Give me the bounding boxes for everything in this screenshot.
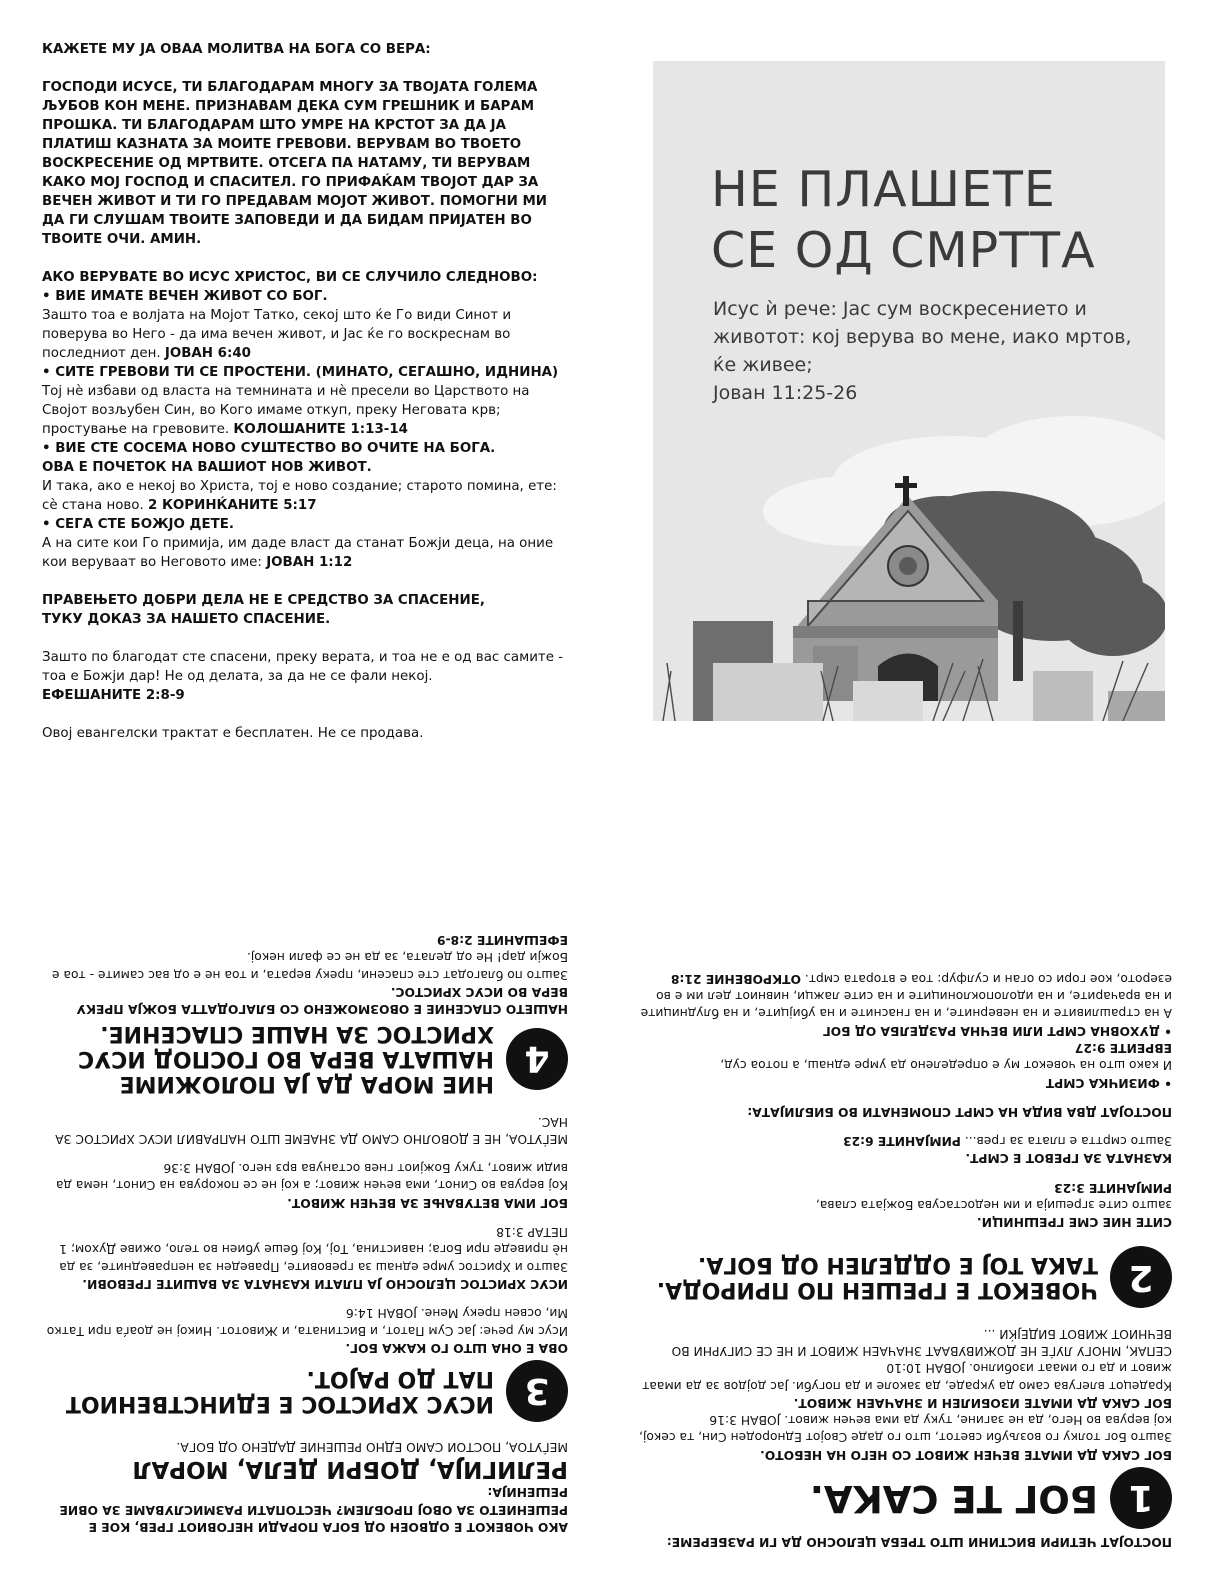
truth-3-c-text: Кој верува во Синот, има вечен живот; а кој не се покорува на Синот, нема да види живот, туку Божјиот гнев останува врз него. ЈОВАН 3:36 [55, 1161, 568, 1193]
bullet-new-life: ОВА Е ПОЧЕТОК НА ВАШИОТ НОВ ЖИВОТ. [42, 460, 372, 475]
works-heading-2: ТУКУ ДОКАЗ ЗА НАШЕТО СПАСЕНИЕ. [42, 612, 331, 627]
prayer-text: ГОСПОДИ ИСУСЕ, ТИ БЛАГОДАРАМ МНОГУ ЗА ТВОЈАТА ГОЛЕМА ЉУБОВ КОН МЕНЕ. ПРИЗНАВАМ ДЕКА СУМ ГРЕШНИК И БАРАМ ПРОШКА. ТИ БЛАГОДАРАМ ШТО УМРЕ НА КРСТОТ ЗА ДА ЈА ПЛАТИШ КАЗНАТА ЗА МОИТЕ ГРЕВОВИ. ВЕРУВАМ ВО ТВОЕТО ВОСКРЕСЕНИЕ ОД МРТВИТЕ. ОТСЕГА ПА НАТАМУ, ТИ ВЕРУВАМ КАКО МОЈ ГОСПОД И СПАСИТЕЛ. ГО ПРИФАЌАМ ТВОЈОТ ДАР ЗА ВЕЧЕН ЖИВОТ И ТИ ГО ПРЕДАВАМ МОЈОТ ЖИВОТ. ПОМОГНИ МИ ДА ГИ СЛУШАМ ТВОИТЕ ЗАПОВЕДИ И ДА БИДАМ ПРИЈАТЕН ВО ТВОИТЕ ОЧИ. АМИН. [42, 80, 548, 247]
free-tract-note: Овој евангелски трактат е бесплатен. Не се продава. [42, 726, 424, 741]
truth-3-number: 3 [506, 1360, 568, 1422]
truth-4-title: НИЕ МОРА ДА ЈА ПОЛОЖИМЕ НАШАТА ВЕРА ВО ГОСПОД ИСУС ХРИСТОС ЗА НАШЕ СПАСЕНИЕ. [78, 1021, 494, 1097]
truth-2-e: • ДУХОВНА СМРТ ИЛИ ВЕЧНА РАЗДЕЛБА ОД БОГ [822, 1023, 1172, 1038]
truth-1-heading [636, 1467, 1172, 1529]
truth-2-d-ref: ЕВРЕИТЕ 9:27 [1074, 1040, 1172, 1055]
truth-2-heading [636, 1246, 1172, 1308]
cover-verse-text: Исус ѝ рече: Јас сум воскресението и животот: кој верува во мене, иако мртов, ќе живее; [713, 298, 1132, 376]
works-heading-1: ПРАВЕЊЕТО ДОБРИ ДЕЛА НЕ Е СРЕДСТВО ЗА СПАСЕНИЕ, [42, 593, 485, 608]
truth-3-heading [40, 1360, 568, 1422]
four-truths-intro: ПОСТОЈАТ ЧЕТИРИ ВИСТИНИ ШТО ТРЕБА ЦЕЛОСНО ДА ГИ РАЗБЕРЕМЕ: [666, 1535, 1172, 1549]
cover-verse [713, 295, 1133, 407]
cover-title-line-1: НЕ ПЛАШЕТЕ [711, 161, 1056, 218]
cover-title-line-2: СЕ ОД СМРТТА [711, 222, 1096, 279]
truth-4-heading [40, 1021, 568, 1096]
truth-4-a-text: Зашто по благодат сте спасени, преку верата, и тоа не е од вас самите - тоа е Божји дар! Не од делата, за да не се фали некој. [51, 950, 568, 982]
bullet-eternal-life: • ВИЕ ИМАТЕ ВЕЧЕН ЖИВОТ СО БОГ. [42, 289, 328, 304]
truth-2-d-text: И како што на човекот му е определено да умре еднаш, а потоа суд, [720, 1058, 1172, 1073]
truth-2-d: • ФИЗИЧКА СМРТ [1045, 1075, 1172, 1090]
truth-1-b-text: Крадецот влегува само да украде, да заколе и да погуби. Јас дојдов за да имаат живот и да го имаат изобилно. ЈОВАН 10:10 [642, 1361, 1172, 1393]
truth-2-number: 2 [1110, 1246, 1172, 1308]
separation-question: АКО ЧОВЕКОТ Е ОДВОЕН ОД БОГА ПОРАДИ НЕГОВИОТ ГРЕВ, КОЕ Е РЕШЕНИЕТО ЗА ОВОЈ ПРОБЛЕМ? ЧЕСТОПАТИ РАЗМИСЛУВАМЕ ЗА ОВИЕ РЕШЕНИЈА: [59, 1485, 568, 1534]
truth-2-b-text: Зашто смртта е плата за грев... РИМЈАНИТЕ 6:23 [843, 1134, 1172, 1149]
truth-3-b-text: Зашто и Христос умре еднаш за гревовите, Праведен за неправедните, за да нè приведе при Бога; навистина, Тој, Кој беше убиен во тело, оживе Духом; 1 ПЕТАР 3:18 [59, 1225, 568, 1274]
truth-2-a: СИТЕ НИЕ СМЕ ГРЕШНИЦИ. [977, 1215, 1172, 1230]
truth-3-a-text: Исус му рече: Јас Сум Патот, и Вистината, и Животот. Никој не доаѓа при Татко Ми, освен преку Мене. ЈОВАН 14:6 [46, 1306, 568, 1338]
truth-3-b: ИСУС ХРИСТОС ЦЕЛОСНО ЈА ПЛАТИ КАЗНАТА ЗА ВАШИТЕ ГРЕВОВИ. [82, 1276, 568, 1291]
cover-title [711, 159, 1096, 281]
if-believe-heading: АКО ВЕРУВАТЕ ВО ИСУС ХРИСТОС, ВИ СЕ СЛУЧИЛО СЛЕДНОВО: [42, 270, 538, 285]
truth-3-a: ОВА Е ОНА ШТО ГО КАЖА БОГ. [345, 1340, 568, 1355]
truth-2-e-text: А на страшливите и на неверните, и на гнасните и на убијците, и на блудниците и на врачарите, и на идолопоклониците и на сите лажци, нивниот дел им е во езерото, кое гори со оган и сулфур: тоа е втората смрт. ОТКРОВЕНИЕ 21:8 [640, 971, 1172, 1021]
bullet-sins-forgiven-text: Тој нè избави од власта на темнината и нè пресели во Царството на Својот возљубен Син, во Кого имаме откуп, преку Неговата крв; простување на гревовите. КОЛОШАНИТЕ 1:13-14 [42, 384, 530, 437]
chapel-photo [653, 401, 1165, 721]
truth-3-title: ИСУС ХРИСТОС Е ЕДИНСТВЕНИОТ ПАТ ДО РАЈОТ. [65, 1365, 494, 1416]
prayer-intro: КАЖЕТЕ МУ ЈА ОВАА МОЛИТВА НА БОГА СО ВЕРА: [42, 42, 431, 57]
truth-1-a-text: Зашто Бог толку го возљуби светот, што го даде Својот Еднороден Син, та секој, кој верува во Него, да не загине, туку да има вечен живот. ЈОВАН 3:16 [638, 1413, 1172, 1445]
religion-works-morals: РЕЛИГИЈА, ДОБРИ ДЕЛА, МОРАЛ [132, 1456, 568, 1483]
bullet-child-of-god-text: А на сите кои Го примија, им даде власт да станат Божји деца, на оние кои веруваат во Неговото име: ЈОВАН 1:12 [42, 536, 554, 570]
cover-verse-ref: Јован 11:25-26 [713, 382, 858, 404]
truth-1-a: БОГ САКА ДА ИМАТЕ ВЕЧЕН ЖИВОТ СО НЕГО НА НЕБОТО. [760, 1447, 1172, 1462]
bullet-sins-forgiven: • СИТЕ ГРЕВОВИ ТИ СЕ ПРОСТЕНИ. (МИНАТО, СЕГАШНО, ИДНИНА) [42, 365, 559, 380]
bullet-new-creation: • ВИЕ СТЕ СОСЕМА НОВО СУШТЕСТВО ВО ОЧИТЕ НА БОГА. [42, 441, 496, 456]
truth-2-a-ref: РИМЈАНИТЕ 3:23 [1054, 1180, 1172, 1195]
truth-2-a-text: зашто сите згрешија и им недостасува Божјата слава, [815, 1198, 1172, 1213]
grace-ref: ЕФЕШАНИТЕ 2:8-9 [42, 688, 185, 703]
bullet-child-of-god: • СЕГА СТЕ БОЖЈО ДЕТЕ. [42, 517, 234, 532]
bullet-eternal-life-text: Зашто тоа е волјата на Мојот Татко, секој што ќе Го види Синот и поверува во Него - да има вечен живот, и Јас ќе го воскреснам во последниот ден. ЈОВАН 6:40 [42, 308, 512, 361]
bullet-new-creation-text: И така, ако е некој во Христа, тој е ново создание; старото помина, ете: сè стана ново. 2 КОРИНЌАНИТЕ 5:17 [42, 479, 557, 513]
truth-1-title: БОГ ТЕ САКА. [809, 1476, 1098, 1520]
truth-3-c: БОГ ИМА ВЕТУВАЊЕ ЗА ВЕЧЕН ЖИВОТ. [287, 1195, 568, 1210]
grace-text: Зашто по благодат сте спасени, преку верата, и тоа не е од вас самите - тоа е Божји дар! Не од делата, за да не се фали некој. [42, 650, 564, 684]
truth-2-c: ПОСТОЈАТ ДВА ВИДА НА СМРТ СПОМЕНАТИ ВО БИБЛИЈАТА: [747, 1104, 1172, 1119]
prayer-panel [42, 40, 572, 743]
only-one-solution: МЕЃУТОА, ПОСТОИ САМО ЕДНО РЕШЕНИЕ ДАДЕНО ОД БОГА. [176, 1440, 568, 1455]
truth-2-b: КАЗНАТА ЗА ГРЕВОТ Е СМРТ. [965, 1151, 1172, 1166]
truth-4-a-ref: ЕФЕШАНИТЕ 2:8-9 [436, 933, 568, 948]
truth-4-number: 4 [506, 1028, 568, 1090]
panel-truths-3-4 [40, 835, 568, 1535]
panel-truths-1-2 [636, 835, 1172, 1550]
cover-panel [653, 61, 1165, 721]
truth-2-title: ЧОВЕКОТ Е ГРЕШЕН ПО ПРИРОДА. ТАКА ТОЈ Е ОДДЕЛЕН ОД БОГА. [656, 1252, 1098, 1303]
truth-1-c: СЕПАК, МНОГУ ЛУЃЕ НЕ ДОЖИВУВААТ ЗНАЧАЕН ЖИВОТ И НЕ СЕ СИГУРНИ ВО ВЕЧНИОТ ЖИВОТ БИДЕЈЌИ ... [671, 1326, 1172, 1358]
truth-1-b: БОГ САКА ДА ИМАТЕ ИЗОБИЛЕН И ЗНАЧАЕН ЖИВОТ. [793, 1395, 1172, 1410]
truth-4-a: НАШЕТО СПАСЕНИЕ Е ОВОЗМОЖЕНО СО БЛАГОДАТТА БОЖЈА ПРЕКУ ВЕРА ВО ИСУС ХРИСТОС. [76, 984, 568, 1017]
truth-1-number: 1 [1110, 1467, 1172, 1529]
truth-3-d: МЕЃУТОА, НЕ Е ДОВОЛНО САМО ДА ЗНАЕМЕ ШТО НАПРАВИЛ ИСУС ХРИСТОС ЗА НАС. [55, 1114, 568, 1146]
